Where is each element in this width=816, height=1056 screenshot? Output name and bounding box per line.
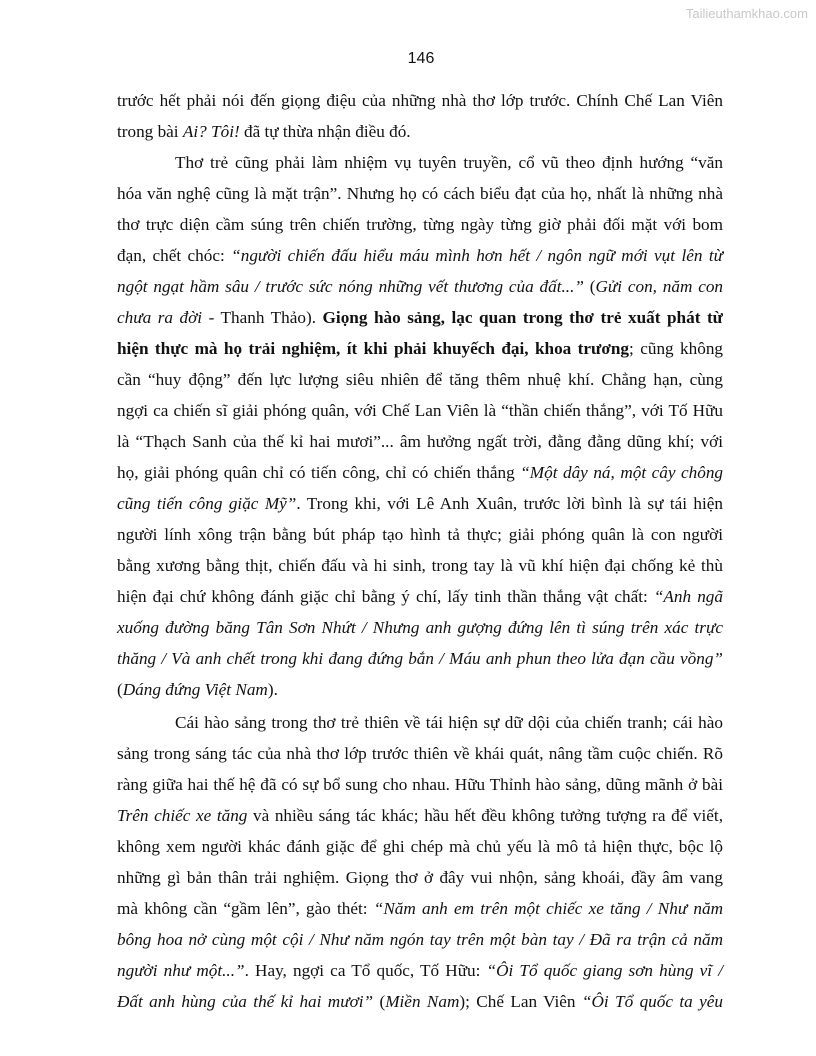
text-span: là “Thạch Sanh của thế kỉ hai mươi”... âm hưởng ngất trời, đằng đằng dũng khí; với <box>117 432 723 451</box>
text-span: ( <box>117 680 123 699</box>
text-line <box>117 674 723 705</box>
italic-text: “Năm anh em trên một chiếc xe tăng / Như năm <box>373 899 724 918</box>
text-span: trong bài <box>117 122 183 141</box>
italic-text: Gửi con, năm con <box>595 277 724 296</box>
italic-text: chưa ra đời <box>117 308 203 327</box>
text-line <box>117 426 723 457</box>
document-body <box>117 85 723 1017</box>
italic-text: Ai? Tôi! <box>182 122 240 141</box>
text-span: ngợi ca chiến sĩ giải phóng quân, với Chế Lan Viên là “thần chiến thắng”, với Tố Hữu <box>117 401 723 420</box>
text-line <box>117 581 723 612</box>
italic-text: xuống đường băng Tân Sơn Nhứt / Nhưng anh gượng đứng lên tì súng trên xác trực <box>117 618 723 637</box>
text-line <box>117 271 723 302</box>
italic-text: người như một...” <box>117 961 245 980</box>
text-span: ràng giữa hai thế hệ đã có sự bổ sung cho nhau. Hữu Thỉnh hào sảng, dũng mãnh ở bài <box>117 775 723 794</box>
text-span: ); Chế Lan Viên <box>459 992 582 1011</box>
text-span: ( <box>373 992 386 1011</box>
watermark: Tailieuthamkhao.com <box>685 6 808 21</box>
text-span: những gì bản thân trải nghiệm. Giọng thơ ở đây vui nhộn, sảng khoái, đầy âm vang <box>117 868 723 887</box>
text-line <box>117 955 723 986</box>
text-span: . Trong khi, với Lê Anh Xuân, trước lời bình là sự tái hiện <box>296 494 723 513</box>
italic-text: ngột ngạt hầm sâu / trước sức nóng những vết thương của đất...” <box>117 277 584 296</box>
text-line <box>117 302 723 333</box>
text-span: ( <box>583 277 596 296</box>
text-span: không xem người khác đánh giặc để ghi chép mà chủ yếu là mô tả hiện thực, bộc lộ <box>117 837 723 856</box>
text-line <box>117 831 723 862</box>
text-span: Cái hào sảng trong thơ trẻ thiên về tái hiện sự dữ dội của chiến tranh; cái hào <box>175 713 723 732</box>
text-span: - Thanh Thảo). <box>202 308 323 327</box>
text-line <box>117 209 723 240</box>
bold-text: Giọng hào sảng, lạc quan trong thơ trẻ xuất phát từ <box>322 308 723 327</box>
text-line <box>117 707 723 738</box>
italic-text: Đất anh hùng của thế kỉ hai mươi” <box>117 992 374 1011</box>
italic-text: “Ôi Tổ quốc giang sơn hùng vĩ / <box>486 961 723 980</box>
text-span: ). <box>267 680 278 699</box>
italic-text: bông hoa nở cùng một cội / Như năm ngón tay trên một bàn tay / Đã ra trận cả năm <box>117 930 723 949</box>
text-span: . Hay, ngợi ca Tổ quốc, Tố Hữu: <box>244 961 487 980</box>
text-span: trước hết phải nói đến giọng điệu của những nhà thơ lớp trước. Chính Chế Lan Viên <box>117 91 723 110</box>
italic-text: “người chiến đấu hiểu máu mình hơn hết / ngôn ngữ mới vụt lên từ <box>231 246 723 265</box>
text-span: đã tự thừa nhận điều đó. <box>239 122 411 141</box>
text-line <box>117 178 723 209</box>
text-line <box>117 986 723 1017</box>
text-span: mà không cần “gầm lên”, gào thét: <box>117 899 374 918</box>
italic-text: “Một dây ná, một cây chông <box>520 463 724 482</box>
italic-text: Miền Nam <box>385 992 460 1011</box>
text-span: người lính xông trận bằng bút pháp tạo hình tả thực; giải phóng quân là con người <box>117 525 723 544</box>
text-line <box>117 800 723 831</box>
text-line <box>117 893 723 924</box>
text-span: Thơ trẻ cũng phải làm nhiệm vụ tuyên truyền, cổ vũ theo định hướng “văn <box>175 153 723 172</box>
text-line <box>117 488 723 519</box>
text-line <box>117 769 723 800</box>
text-span: bằng xương bằng thịt, chiến đấu và hi sinh, trong tay là vũ khí hiện đại chống kẻ thù <box>117 556 723 575</box>
text-line <box>117 738 723 769</box>
text-span: ; cũng không <box>629 339 724 358</box>
text-line <box>117 924 723 955</box>
italic-text: cũng tiến công giặc Mỹ” <box>117 494 297 513</box>
italic-text: “Ôi Tổ quốc ta yêu <box>581 992 723 1011</box>
text-span: họ, giải phóng quân chỉ có tiến công, chỉ có chiến thắng <box>117 463 521 482</box>
italic-text: Dáng đứng Việt Nam <box>122 680 268 699</box>
text-line <box>117 333 723 364</box>
italic-text: “Anh ngã <box>653 587 723 606</box>
text-span: đạn, chết chóc: <box>117 246 232 265</box>
text-line <box>117 240 723 271</box>
text-line <box>117 364 723 395</box>
italic-text: Trên chiếc xe tăng <box>117 806 248 825</box>
text-span: hóa văn nghệ cũng là mặt trận”. Nhưng họ có cách biểu đạt của họ, nhất là những nhà <box>117 184 723 203</box>
text-span: cần “huy động” đến lực lượng siêu nhiên để tăng thêm nhuệ khí. Chẳng hạn, cùng <box>117 370 723 389</box>
text-line <box>117 457 723 488</box>
text-line <box>117 395 723 426</box>
text-line <box>117 85 723 116</box>
italic-text: thăng / Và anh chết trong khi đang đứng bắn / Máu anh phun theo lửa đạn cầu vồng” <box>117 649 723 668</box>
text-line <box>117 519 723 550</box>
text-line <box>117 116 723 147</box>
text-span: và nhiều sáng tác khác; hầu hết đều không tưởng tượng ra để viết, <box>247 806 723 825</box>
bold-text: hiện thực mà họ trải nghiệm, ít khi phải khuyếch đại, khoa trương <box>117 339 630 358</box>
text-line <box>117 612 723 643</box>
page-number: 146 <box>407 50 435 67</box>
text-line <box>117 862 723 893</box>
text-line <box>117 550 723 581</box>
text-line <box>117 147 723 178</box>
text-span: sảng trong sáng tác của nhà thơ lớp trước thiên về khái quát, nâng tầm cuộc chiến. Rõ <box>117 744 723 763</box>
text-line <box>117 643 723 674</box>
text-span: hiện đại chứ không đánh giặc chỉ bằng ý chí, lấy tinh thần thắng vật chất: <box>117 587 654 606</box>
text-span: thơ trực diện cầm súng trên chiến trường, từng ngày từng giờ phải đối mặt với bom <box>117 215 723 234</box>
